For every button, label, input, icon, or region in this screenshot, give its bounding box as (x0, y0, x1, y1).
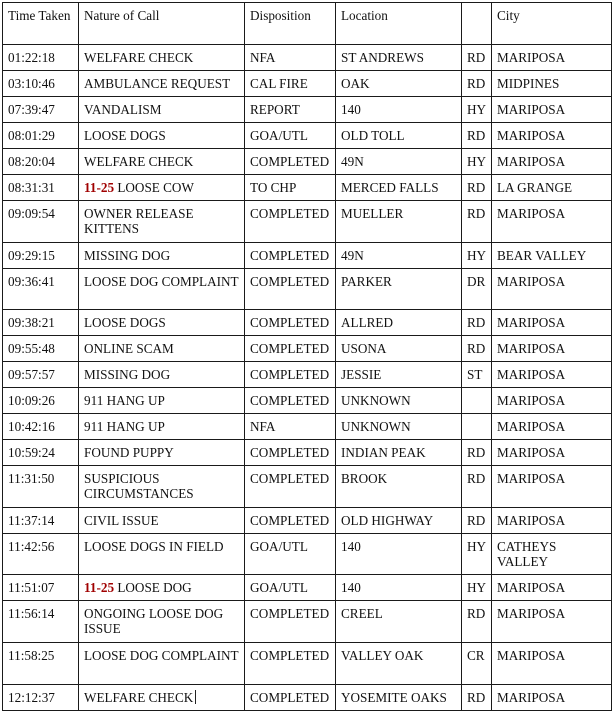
suffix-cell-text: RD (467, 471, 486, 487)
suffix-cell (462, 310, 492, 336)
suffix-cell (462, 336, 492, 362)
nature-text: LOOSE DOGS (84, 128, 166, 143)
call-code: 11-25 (84, 580, 115, 596)
city-cell-text: MARIPOSA (497, 273, 566, 289)
nature-text: 911 HANG UP (84, 419, 165, 435)
suffix-cell (462, 201, 492, 243)
disposition-cell-text: COMPLETED (250, 367, 330, 383)
disposition-cell (245, 362, 336, 388)
time-cell-text: 08:31:31 (8, 180, 55, 195)
city-cell-text: MARIPOSA (497, 471, 566, 487)
table-row (3, 440, 612, 466)
time-cell (3, 440, 79, 466)
city-cell-text: MARIPOSA (497, 512, 566, 528)
disposition-cell (245, 71, 336, 97)
city-cell-text: MARIPOSA (497, 419, 566, 435)
location-cell-text: 140 (341, 538, 361, 554)
location-cell-text: CREEL (341, 606, 383, 622)
suffix-cell-text: HY (467, 247, 487, 263)
disposition-cell-text: NFA (250, 50, 276, 65)
table-row (3, 201, 612, 243)
city-cell (492, 242, 612, 268)
location-cell-text: ST ANDREWS (341, 50, 424, 65)
nature-text: ONLINE SCAM (84, 341, 174, 357)
table-row (3, 123, 612, 149)
disposition-cell-text: GOA/UTL (250, 128, 308, 143)
location-cell-text: MERCED FALLS (341, 180, 439, 195)
disposition-cell-text: COMPLETED (250, 689, 330, 705)
location-cell (336, 149, 462, 175)
location-cell-text: INDIAN PEAK (341, 445, 426, 461)
suffix-cell-text: CR (467, 647, 485, 663)
location-cell (336, 414, 462, 440)
disposition-cell-text: COMPLETED (250, 273, 330, 289)
nature-text: FOUND PUPPY (84, 445, 174, 461)
time-cell-text: 09:55:48 (8, 341, 55, 357)
nature-cell (79, 533, 245, 575)
nature-cell (79, 684, 245, 710)
disposition-cell-text: TO CHP (250, 180, 297, 195)
city-cell-text: MIDPINES (497, 76, 560, 91)
location-cell-text: 140 (341, 580, 361, 596)
time-cell-text: 11:51:07 (8, 580, 55, 596)
disposition-cell (245, 336, 336, 362)
location-cell (336, 310, 462, 336)
nature-cell (79, 97, 245, 123)
time-cell-text: 11:42:56 (8, 538, 55, 554)
nature-cell (79, 601, 245, 643)
time-cell (3, 575, 79, 601)
nature-cell (79, 123, 245, 149)
table-row (3, 310, 612, 336)
nature-text: LOOSE DOG COMPLAINT (84, 273, 239, 289)
disposition-cell-text: COMPLETED (250, 445, 330, 461)
time-cell (3, 175, 79, 201)
disposition-cell-text: COMPLETED (250, 393, 330, 409)
time-cell (3, 201, 79, 243)
city-cell (492, 684, 612, 710)
suffix-cell (462, 97, 492, 123)
time-cell-text: 10:42:16 (8, 419, 55, 435)
location-cell (336, 336, 462, 362)
nature-text: LOOSE COW (117, 180, 194, 195)
nature-text: 911 HANG UP (84, 393, 165, 409)
location-cell (336, 440, 462, 466)
location-cell (336, 242, 462, 268)
suffix-cell-text: RD (467, 50, 486, 65)
nature-text: AMBULANCE REQUEST (84, 76, 231, 91)
table-body (3, 45, 612, 711)
suffix-cell (462, 440, 492, 466)
disposition-cell (245, 388, 336, 414)
time-cell (3, 268, 79, 310)
table-row (3, 601, 612, 643)
suffix-cell-text: RD (467, 512, 486, 528)
header-street-suffix (462, 3, 492, 45)
city-cell (492, 642, 612, 684)
suffix-cell (462, 123, 492, 149)
table-row (3, 149, 612, 175)
city-cell-text: MARIPOSA (497, 206, 566, 221)
time-cell (3, 362, 79, 388)
city-cell (492, 310, 612, 336)
time-cell (3, 642, 79, 684)
nature-cell (79, 242, 245, 268)
location-cell (336, 507, 462, 533)
disposition-cell-text: COMPLETED (250, 341, 330, 357)
nature-text: CIVIL ISSUE (84, 512, 159, 528)
suffix-cell (462, 466, 492, 508)
location-cell-text: OLD TOLL (341, 128, 405, 143)
city-cell (492, 97, 612, 123)
table-row (3, 242, 612, 268)
location-cell (336, 388, 462, 414)
table-row (3, 642, 612, 684)
location-cell-text: UNKNOWN (341, 419, 411, 435)
city-cell-text: MARIPOSA (497, 341, 566, 357)
location-cell-text: OAK (341, 76, 370, 91)
table-row (3, 533, 612, 575)
disposition-cell (245, 97, 336, 123)
header-time-taken: Time Taken (3, 3, 79, 45)
suffix-cell-text: HY (467, 538, 487, 554)
time-cell-text: 09:09:54 (8, 206, 55, 221)
call-log-table (2, 2, 612, 711)
suffix-cell-text: RD (467, 315, 486, 331)
nature-cell (79, 575, 245, 601)
nature-cell (79, 268, 245, 310)
time-cell (3, 123, 79, 149)
disposition-cell-text: GOA/UTL (250, 538, 308, 554)
city-cell (492, 533, 612, 575)
location-cell-text: PARKER (341, 273, 392, 289)
location-cell-text: MUELLER (341, 206, 404, 221)
suffix-cell-text: RD (467, 180, 486, 195)
location-cell (336, 268, 462, 310)
nature-cell (79, 149, 245, 175)
city-cell-text: MARIPOSA (497, 154, 566, 169)
city-cell (492, 388, 612, 414)
text-cursor (195, 690, 196, 704)
disposition-cell-text: REPORT (250, 102, 300, 117)
city-cell (492, 45, 612, 71)
table-row (3, 362, 612, 388)
time-cell-text: 09:36:41 (8, 273, 55, 289)
city-cell (492, 175, 612, 201)
nature-text: MISSING DOG (84, 367, 171, 383)
city-cell-text: MARIPOSA (497, 102, 566, 117)
city-cell-text: MARIPOSA (497, 393, 566, 409)
table-row (3, 336, 612, 362)
disposition-cell (245, 310, 336, 336)
time-cell (3, 97, 79, 123)
suffix-cell-text: RD (467, 206, 486, 221)
suffix-cell (462, 242, 492, 268)
disposition-cell (245, 575, 336, 601)
time-cell-text: 03:10:46 (8, 76, 55, 91)
location-cell (336, 601, 462, 643)
nature-cell (79, 507, 245, 533)
city-cell-text: MARIPOSA (497, 647, 566, 663)
time-cell (3, 45, 79, 71)
location-cell-text: USONA (341, 341, 387, 357)
suffix-cell (462, 362, 492, 388)
location-cell (336, 575, 462, 601)
location-cell-text: 49N (341, 247, 364, 263)
nature-text: WELFARE CHECK (84, 50, 194, 65)
location-cell (336, 642, 462, 684)
time-cell-text: 01:22:18 (8, 50, 55, 65)
nature-cell (79, 466, 245, 508)
city-cell (492, 336, 612, 362)
disposition-cell-text: CAL FIRE (250, 76, 308, 91)
suffix-cell-text: ST (467, 367, 483, 383)
nature-text: VANDALISM (84, 102, 162, 117)
header-disposition: Disposition (245, 3, 336, 45)
time-cell-text: 11:58:25 (8, 647, 55, 663)
location-cell (336, 175, 462, 201)
suffix-cell (462, 71, 492, 97)
city-cell (492, 601, 612, 643)
suffix-cell-text: RD (467, 341, 486, 357)
suffix-cell (462, 45, 492, 71)
disposition-cell (245, 175, 336, 201)
time-cell-text: 08:01:29 (8, 128, 55, 143)
nature-cell (79, 175, 245, 201)
location-cell-text: BROOK (341, 471, 388, 487)
header-nature-of-call: Nature of Call (79, 3, 245, 45)
location-cell (336, 684, 462, 710)
table-row (3, 175, 612, 201)
nature-text: ONGOING LOOSE DOG ISSUE (84, 606, 224, 637)
location-cell-text: 49N (341, 154, 364, 169)
city-cell (492, 466, 612, 508)
city-cell-text: BEAR VALLEY (497, 247, 587, 263)
location-cell (336, 45, 462, 71)
disposition-cell (245, 268, 336, 310)
disposition-cell (245, 466, 336, 508)
suffix-cell (462, 388, 492, 414)
suffix-cell-text: RD (467, 445, 486, 461)
time-cell-text: 10:09:26 (8, 393, 55, 409)
time-cell-text: 11:37:14 (8, 512, 55, 528)
time-cell-text: 11:56:14 (8, 606, 55, 622)
suffix-cell (462, 175, 492, 201)
city-cell-text: MARIPOSA (497, 367, 566, 383)
city-cell-text: MARIPOSA (497, 580, 566, 596)
city-cell (492, 71, 612, 97)
suffix-cell (462, 268, 492, 310)
location-cell (336, 71, 462, 97)
time-cell (3, 533, 79, 575)
disposition-cell (245, 533, 336, 575)
city-cell-text: MARIPOSA (497, 606, 566, 622)
location-cell-text: OLD HIGHWAY (341, 512, 434, 528)
table-row (3, 466, 612, 508)
location-cell-text: ALLRED (341, 315, 394, 331)
nature-text: LOOSE DOGS IN FIELD (84, 538, 224, 554)
city-cell (492, 268, 612, 310)
time-cell-text: 07:39:47 (8, 102, 55, 117)
time-cell-text: 10:59:24 (8, 445, 55, 461)
suffix-cell (462, 575, 492, 601)
nature-text: OWNER RELEASE KITTENS (84, 206, 194, 236)
city-cell (492, 507, 612, 533)
nature-cell (79, 71, 245, 97)
city-cell-text: CATHEYS VALLEY (497, 538, 557, 569)
disposition-cell-text: GOA/UTL (250, 580, 308, 596)
nature-cell (79, 414, 245, 440)
location-cell (336, 533, 462, 575)
disposition-cell (245, 242, 336, 268)
nature-cell (79, 201, 245, 243)
disposition-cell (245, 507, 336, 533)
disposition-cell (245, 414, 336, 440)
suffix-cell-text: HY (467, 102, 487, 117)
nature-cell (79, 642, 245, 684)
table-row (3, 97, 612, 123)
location-cell-text: YOSEMITE OAKS (341, 689, 447, 705)
time-cell-text: 08:20:04 (8, 154, 55, 169)
city-cell (492, 362, 612, 388)
time-cell-text: 12:12:37 (8, 689, 55, 705)
time-cell (3, 414, 79, 440)
table-row (3, 71, 612, 97)
disposition-cell-text: COMPLETED (250, 647, 330, 663)
suffix-cell-text: RD (467, 689, 486, 705)
suffix-cell-text: HY (467, 580, 487, 596)
city-cell (492, 123, 612, 149)
location-cell (336, 201, 462, 243)
time-cell-text: 09:57:57 (8, 367, 55, 383)
suffix-cell-text: HY (467, 154, 487, 169)
suffix-cell-text: RD (467, 606, 486, 622)
disposition-cell-text: COMPLETED (250, 206, 330, 221)
disposition-cell (245, 684, 336, 710)
city-cell (492, 201, 612, 243)
time-cell-text: 09:29:15 (8, 247, 55, 263)
city-cell (492, 575, 612, 601)
nature-cell (79, 310, 245, 336)
location-cell-text: JESSIE (341, 367, 382, 383)
disposition-cell (245, 149, 336, 175)
location-cell (336, 466, 462, 508)
disposition-cell (245, 601, 336, 643)
table-row (3, 575, 612, 601)
table-row (3, 45, 612, 71)
time-cell (3, 388, 79, 414)
city-cell-text: MARIPOSA (497, 445, 566, 461)
city-cell-text: MARIPOSA (497, 315, 566, 331)
city-cell-text: MARIPOSA (497, 128, 566, 143)
city-cell-text: MARIPOSA (497, 50, 566, 65)
table-header (3, 3, 612, 45)
city-cell (492, 149, 612, 175)
disposition-cell-text: COMPLETED (250, 471, 330, 487)
nature-cell (79, 440, 245, 466)
time-cell (3, 601, 79, 643)
city-cell-text: MARIPOSA (497, 689, 566, 705)
location-cell (336, 97, 462, 123)
time-cell (3, 310, 79, 336)
city-cell (492, 414, 612, 440)
disposition-cell-text: NFA (250, 419, 276, 435)
nature-text: MISSING DOG (84, 247, 171, 263)
location-cell (336, 362, 462, 388)
nature-cell (79, 336, 245, 362)
suffix-cell (462, 642, 492, 684)
city-cell (492, 440, 612, 466)
disposition-cell-text: COMPLETED (250, 512, 330, 528)
time-cell (3, 71, 79, 97)
location-cell-text: UNKNOWN (341, 393, 411, 409)
suffix-cell (462, 149, 492, 175)
disposition-cell (245, 45, 336, 71)
nature-text: LOOSE DOG COMPLAINT (84, 647, 239, 663)
location-cell-text: 140 (341, 102, 361, 117)
suffix-cell (462, 414, 492, 440)
time-cell (3, 466, 79, 508)
nature-text: LOOSE DOG (117, 580, 192, 596)
suffix-cell (462, 684, 492, 710)
city-cell-text: LA GRANGE (497, 180, 573, 195)
disposition-cell (245, 201, 336, 243)
nature-cell (79, 388, 245, 414)
time-cell (3, 242, 79, 268)
suffix-cell-text: RD (467, 128, 486, 143)
suffix-cell (462, 507, 492, 533)
table-row (3, 414, 612, 440)
location-cell-text: VALLEY OAK (341, 647, 424, 663)
suffix-cell-text: DR (467, 273, 486, 289)
time-cell-text: 11:31:50 (8, 471, 55, 487)
table-row (3, 684, 612, 710)
nature-text: WELFARE CHECK (84, 154, 194, 169)
header-row (3, 3, 612, 45)
nature-text: WELFARE CHECK (84, 689, 194, 705)
disposition-cell (245, 123, 336, 149)
header-city: City (492, 3, 612, 45)
nature-text: LOOSE DOGS (84, 315, 166, 331)
call-code: 11-25 (84, 180, 115, 195)
table-row (3, 268, 612, 310)
time-cell (3, 684, 79, 710)
disposition-cell-text: COMPLETED (250, 606, 330, 622)
table-row (3, 388, 612, 414)
header-location: Location (336, 3, 462, 45)
table-row (3, 507, 612, 533)
suffix-cell (462, 533, 492, 575)
disposition-cell (245, 440, 336, 466)
disposition-cell-text: COMPLETED (250, 315, 330, 331)
disposition-cell-text: COMPLETED (250, 154, 330, 169)
nature-cell (79, 362, 245, 388)
time-cell (3, 507, 79, 533)
location-cell (336, 123, 462, 149)
suffix-cell (462, 601, 492, 643)
suffix-cell-text: RD (467, 76, 486, 91)
time-cell (3, 336, 79, 362)
disposition-cell (245, 642, 336, 684)
nature-cell (79, 45, 245, 71)
time-cell (3, 149, 79, 175)
nature-text: SUSPICIOUS CIRCUMSTANCES (84, 471, 194, 502)
time-cell-text: 09:38:21 (8, 315, 55, 331)
disposition-cell-text: COMPLETED (250, 247, 330, 263)
